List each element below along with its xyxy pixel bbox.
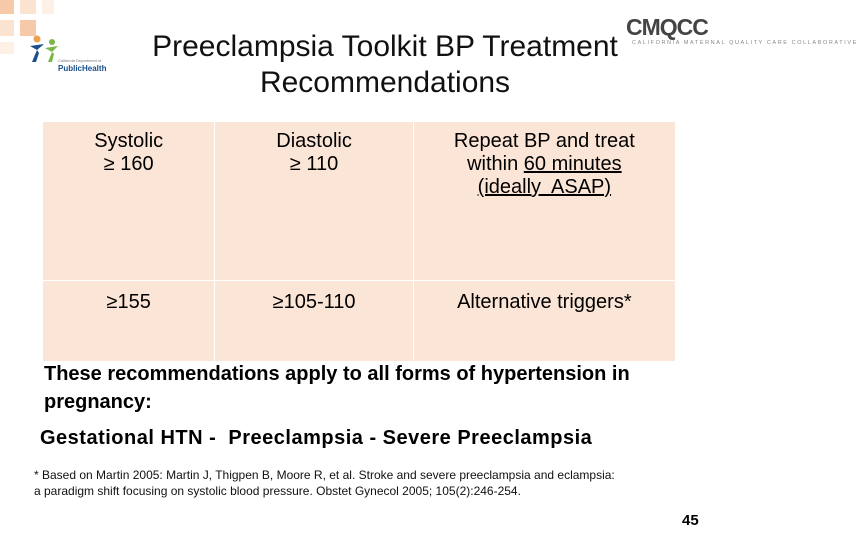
alt-action-cell: Alternative triggers* xyxy=(413,281,675,362)
table-row xyxy=(43,281,676,362)
corner-decoration xyxy=(0,20,14,36)
corner-decoration xyxy=(20,0,36,14)
corner-decoration xyxy=(0,0,14,14)
systolic-label: Systolic xyxy=(94,130,164,152)
diastolic-value: ≥ 110 xyxy=(289,153,339,175)
logo-brand: CMQCC xyxy=(626,14,708,40)
action-line-2 xyxy=(414,153,675,176)
logo-brand-sub: CALIFORNIA MATERNAL QUALITY CARE COLLABORATIVE xyxy=(632,40,858,46)
corner-decoration xyxy=(42,0,54,14)
diastolic-label: Diastolic xyxy=(276,130,352,152)
htn-types-line: Gestational HTN - Preeclampsia - Severe Preeclampsia xyxy=(40,427,593,449)
applicability-note: These recommendations apply to all forms of hypertension in pregnancy: xyxy=(44,363,630,413)
corner-decoration xyxy=(0,42,14,54)
page-number: 45 xyxy=(682,512,699,529)
cdph-logo xyxy=(24,30,107,80)
table-row xyxy=(43,122,676,281)
slide-title: Preeclampsia Toolkit BP Treatment Recommendations xyxy=(152,30,618,99)
bp-recommendations-table xyxy=(42,121,676,362)
systolic-value: ≥ 160 xyxy=(103,153,154,175)
alt-diastolic-cell: ≥105-110 xyxy=(215,281,413,362)
alt-systolic-cell: ≥155 xyxy=(43,281,215,362)
diastolic-threshold-cell xyxy=(215,122,413,281)
systolic-threshold-cell xyxy=(43,122,215,281)
action-line-2-underlined: 60 minutes xyxy=(523,153,622,175)
people-figure-icon xyxy=(28,34,62,64)
treatment-action-cell xyxy=(413,122,675,281)
reference-footnote: * Based on Martin 2005: Martin J, Thigpen B, Moore R, et al. Stroke and severe preeclampsia and eclampsia: a paradigm shift focusing on systolic blood pressure. Obstet Gynecol 2005; 105(2):246-254. xyxy=(34,468,615,498)
logo-org-top: California Department of xyxy=(58,58,102,63)
action-line-3: (ideally ASAP) xyxy=(477,176,612,198)
action-line-2-prefix: within xyxy=(467,153,524,175)
action-line-1: Repeat BP and treat xyxy=(453,130,635,152)
logo-org-name: PublicHealth xyxy=(58,64,107,73)
